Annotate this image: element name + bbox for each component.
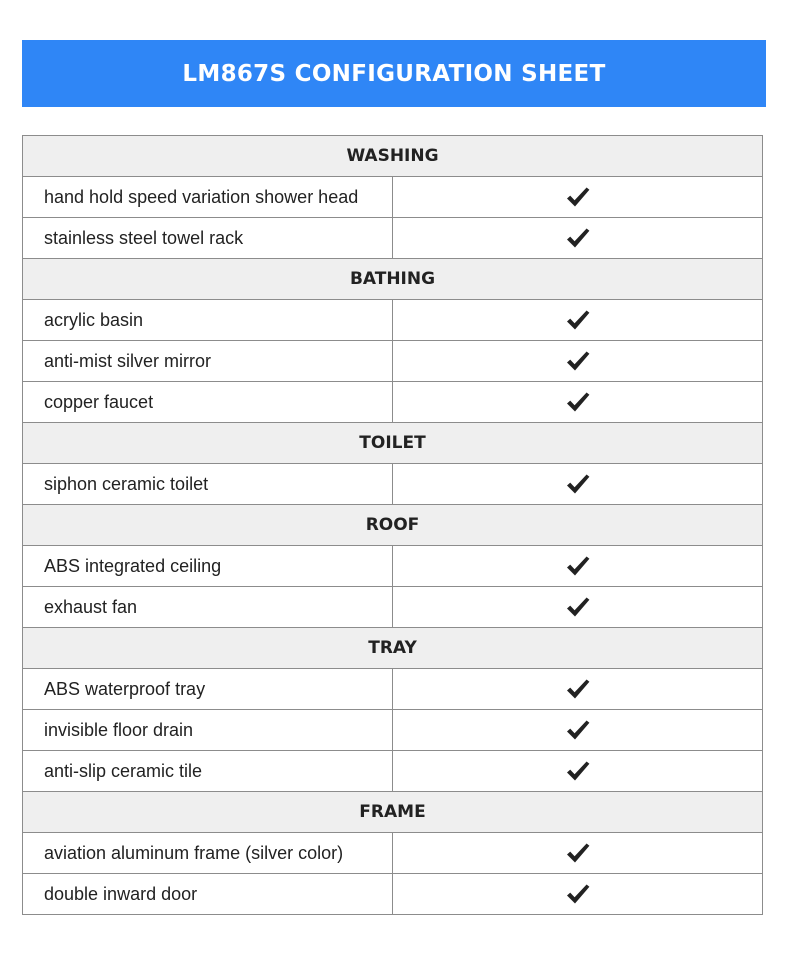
included-cell	[393, 341, 763, 382]
section-title: TRAY	[23, 628, 763, 669]
included-cell	[393, 710, 763, 751]
table-row	[23, 710, 763, 751]
configuration-table-body	[23, 136, 763, 915]
section-title: BATHING	[23, 259, 763, 300]
section-title: WASHING	[23, 136, 763, 177]
included-cell	[393, 177, 763, 218]
checkmark-icon	[566, 678, 590, 700]
section-title: TOILET	[23, 423, 763, 464]
table-row	[23, 833, 763, 874]
checkmark-icon	[566, 883, 590, 905]
item-label: copper faucet	[23, 382, 393, 423]
table-row	[23, 751, 763, 792]
item-label: anti-slip ceramic tile	[23, 751, 393, 792]
checkmark-icon	[566, 719, 590, 741]
section-header-toilet	[23, 423, 763, 464]
title-banner	[22, 40, 766, 107]
item-label: hand hold speed variation shower head	[23, 177, 393, 218]
checkmark-icon	[566, 555, 590, 577]
included-cell	[393, 669, 763, 710]
checkmark-icon	[566, 309, 590, 331]
table-row	[23, 341, 763, 382]
section-title: ROOF	[23, 505, 763, 546]
item-label: invisible floor drain	[23, 710, 393, 751]
checkmark-icon	[566, 596, 590, 618]
item-label: stainless steel towel rack	[23, 218, 393, 259]
item-label: double inward door	[23, 874, 393, 915]
included-cell	[393, 751, 763, 792]
table-row	[23, 669, 763, 710]
item-label: siphon ceramic toilet	[23, 464, 393, 505]
section-header-tray	[23, 628, 763, 669]
item-label: anti-mist silver mirror	[23, 341, 393, 382]
table-row	[23, 587, 763, 628]
included-cell	[393, 546, 763, 587]
item-label: aviation aluminum frame (silver color)	[23, 833, 393, 874]
item-label: ABS waterproof tray	[23, 669, 393, 710]
table-row	[23, 300, 763, 341]
checkmark-icon	[566, 350, 590, 372]
included-cell	[393, 300, 763, 341]
item-label: ABS integrated ceiling	[23, 546, 393, 587]
included-cell	[393, 833, 763, 874]
table-row	[23, 464, 763, 505]
checkmark-icon	[566, 842, 590, 864]
checkmark-icon	[566, 227, 590, 249]
item-label: acrylic basin	[23, 300, 393, 341]
table-row	[23, 177, 763, 218]
section-header-roof	[23, 505, 763, 546]
checkmark-icon	[566, 186, 590, 208]
table-row	[23, 874, 763, 915]
included-cell	[393, 218, 763, 259]
section-title: FRAME	[23, 792, 763, 833]
included-cell	[393, 464, 763, 505]
table-row	[23, 546, 763, 587]
section-header-bathing	[23, 259, 763, 300]
checkmark-icon	[566, 760, 590, 782]
checkmark-icon	[566, 391, 590, 413]
checkmark-icon	[566, 473, 590, 495]
configuration-table	[22, 135, 763, 915]
included-cell	[393, 874, 763, 915]
page-title: LM867S CONFIGURATION SHEET	[182, 60, 606, 87]
item-label: exhaust fan	[23, 587, 393, 628]
table-row	[23, 218, 763, 259]
included-cell	[393, 382, 763, 423]
included-cell	[393, 587, 763, 628]
table-row	[23, 382, 763, 423]
section-header-frame	[23, 792, 763, 833]
section-header-washing	[23, 136, 763, 177]
